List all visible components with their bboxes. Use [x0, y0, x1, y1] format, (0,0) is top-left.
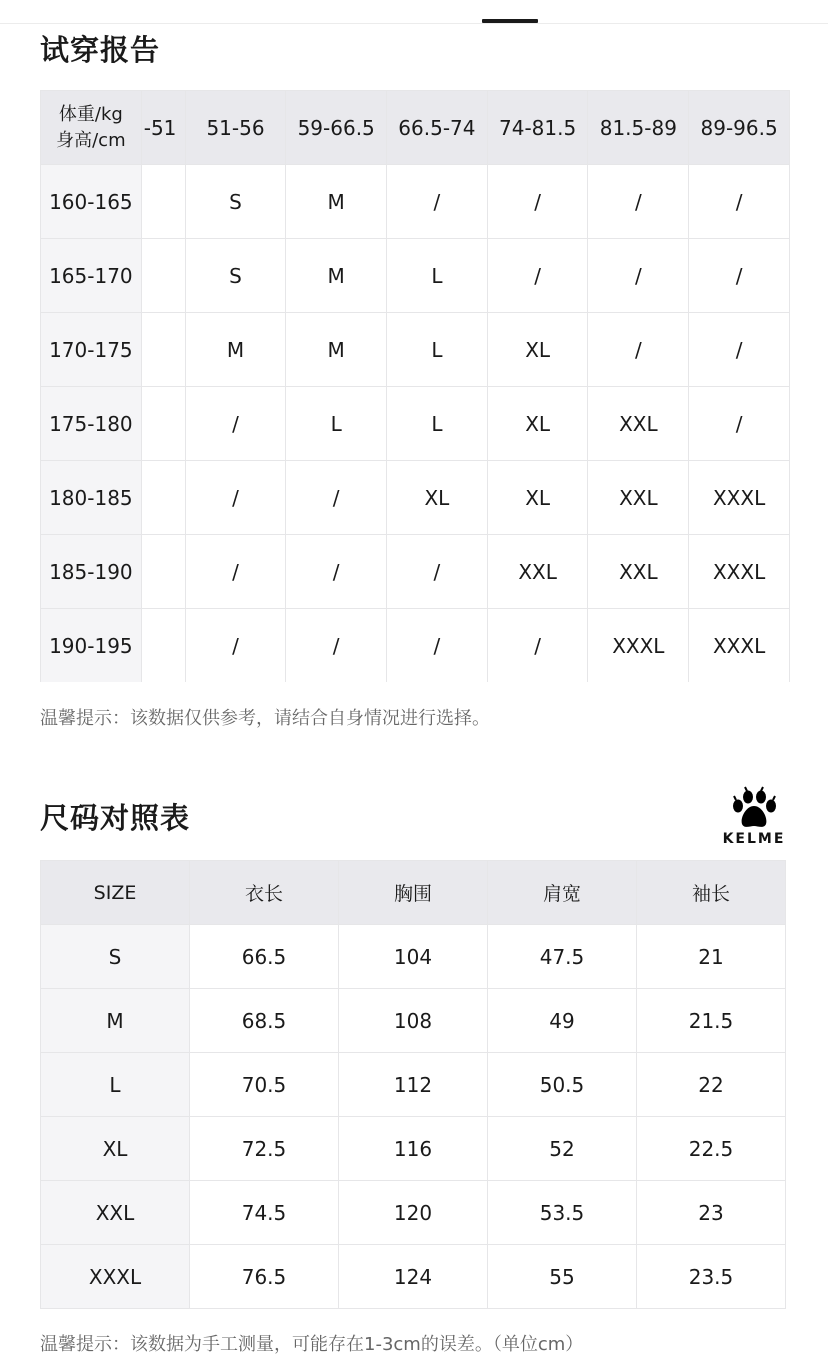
measurement-cell: 116: [339, 1117, 488, 1181]
fit-size-cell: /: [588, 313, 689, 387]
size-label-cell: L: [41, 1053, 190, 1117]
fit-size-cell: /: [487, 239, 588, 313]
weight-column-header: 51-56: [185, 91, 286, 165]
height-range-cell: 185-190: [41, 535, 142, 609]
fit-size-cell: XXXL: [588, 609, 689, 683]
size-chart-row: [41, 1117, 786, 1181]
size-label-cell: S: [41, 925, 190, 989]
fit-report-title: 试穿报告: [40, 33, 161, 67]
fit-cell-partial: [141, 165, 185, 239]
fit-size-cell: XL: [487, 461, 588, 535]
fit-cell-partial: [141, 239, 185, 313]
measurement-cell: 74.5: [190, 1181, 339, 1245]
height-unit-label: 身高/cm: [56, 129, 126, 151]
size-chart-row: [41, 925, 786, 989]
size-chart-row: [41, 1181, 786, 1245]
fit-size-cell: XL: [387, 461, 488, 535]
fit-cell-partial: [141, 461, 185, 535]
fit-size-cell: XXXL: [689, 461, 790, 535]
fit-cell-partial: [141, 387, 185, 461]
fit-cell-partial: [141, 535, 185, 609]
size-chart-row: [41, 1053, 786, 1117]
size-chart-title: 尺码对照表: [40, 801, 191, 835]
measurement-cell: 112: [339, 1053, 488, 1117]
fit-size-cell: XXL: [588, 535, 689, 609]
weight-column-header: 81.5-89: [588, 91, 689, 165]
fit-size-cell: /: [387, 535, 488, 609]
fit-size-cell: XXXL: [689, 535, 790, 609]
fit-size-cell: /: [185, 535, 286, 609]
height-range-cell: 190-195: [41, 609, 142, 683]
corner-cell: [41, 91, 142, 165]
fit-report-row: [41, 387, 790, 461]
fit-size-cell: S: [185, 239, 286, 313]
fit-size-cell: /: [286, 535, 387, 609]
weight-column-header: 59-66.5: [286, 91, 387, 165]
fit-size-cell: XL: [487, 387, 588, 461]
shoulder-column-header: 肩宽: [488, 861, 637, 925]
fit-report-tip: 温馨提示：该数据仅供参考，请结合自身情况进行选择。: [40, 708, 490, 729]
measurement-cell: 66.5: [190, 925, 339, 989]
height-range-cell: 180-185: [41, 461, 142, 535]
fit-size-cell: /: [185, 387, 286, 461]
measurement-cell: 104: [339, 925, 488, 989]
measurement-cell: 47.5: [488, 925, 637, 989]
top-tab-bar: [0, 0, 828, 24]
measurement-cell: 21: [637, 925, 786, 989]
measurement-cell: 52: [488, 1117, 637, 1181]
measurement-cell: 68.5: [190, 989, 339, 1053]
weight-column-header-partial: -51: [141, 91, 185, 165]
measurement-cell: 53.5: [488, 1181, 637, 1245]
fit-size-cell: L: [286, 387, 387, 461]
active-tab-indicator: [482, 19, 538, 23]
size-label-cell: XXXL: [41, 1245, 190, 1309]
size-column-header: SIZE: [41, 861, 190, 925]
fit-size-cell: M: [286, 165, 387, 239]
size-label-cell: M: [41, 989, 190, 1053]
fit-size-cell: /: [588, 239, 689, 313]
fit-size-cell: /: [689, 313, 790, 387]
fit-size-cell: /: [689, 239, 790, 313]
height-range-cell: 175-180: [41, 387, 142, 461]
fit-cell-partial: [141, 609, 185, 683]
size-chart-header-row: [41, 861, 786, 925]
fit-size-cell: /: [487, 165, 588, 239]
height-range-cell: 170-175: [41, 313, 142, 387]
measurement-cell: 22: [637, 1053, 786, 1117]
fit-size-cell: XXL: [487, 535, 588, 609]
weight-column-header: 89-96.5: [689, 91, 790, 165]
fit-report-row: [41, 609, 790, 683]
fit-report-row: [41, 313, 790, 387]
size-chart-row: [41, 989, 786, 1053]
fit-report-table: [40, 90, 790, 682]
fit-size-cell: XXL: [588, 461, 689, 535]
fit-size-cell: L: [387, 239, 488, 313]
fit-size-cell: /: [387, 165, 488, 239]
sleeve-column-header: 袖长: [637, 861, 786, 925]
fit-size-cell: /: [286, 461, 387, 535]
measurement-cell: 23.5: [637, 1245, 786, 1309]
fit-size-cell: /: [387, 609, 488, 683]
measurement-cell: 70.5: [190, 1053, 339, 1117]
fit-size-cell: M: [286, 313, 387, 387]
measurement-cell: 55: [488, 1245, 637, 1309]
fit-size-cell: M: [286, 239, 387, 313]
fit-cell-partial: [141, 313, 185, 387]
size-label-cell: XL: [41, 1117, 190, 1181]
fit-size-cell: /: [185, 461, 286, 535]
fit-size-cell: L: [387, 313, 488, 387]
weight-column-header: 66.5-74: [387, 91, 488, 165]
fit-size-cell: /: [689, 165, 790, 239]
kelme-logo: [718, 784, 790, 850]
fit-report-header-row: [41, 91, 790, 165]
fit-size-cell: /: [487, 609, 588, 683]
fit-size-cell: S: [185, 165, 286, 239]
fit-size-cell: /: [185, 609, 286, 683]
measurement-cell: 50.5: [488, 1053, 637, 1117]
fit-report-row: [41, 535, 790, 609]
fit-size-cell: XXXL: [689, 609, 790, 683]
length-column-header: 衣长: [190, 861, 339, 925]
fit-report-row: [41, 239, 790, 313]
height-range-cell: 165-170: [41, 239, 142, 313]
fit-size-cell: /: [588, 165, 689, 239]
measurement-cell: 120: [339, 1181, 488, 1245]
fit-report-row: [41, 461, 790, 535]
fit-report-table-scroller[interactable]: [40, 90, 790, 682]
measurement-cell: 72.5: [190, 1117, 339, 1181]
measurement-cell: 49: [488, 989, 637, 1053]
height-range-cell: 160-165: [41, 165, 142, 239]
size-chart-table: [40, 860, 786, 1309]
fit-size-cell: /: [689, 387, 790, 461]
measurement-cell: 108: [339, 989, 488, 1053]
chest-column-header: 胸围: [339, 861, 488, 925]
fit-size-cell: /: [286, 609, 387, 683]
measurement-cell: 22.5: [637, 1117, 786, 1181]
measurement-cell: 21.5: [637, 989, 786, 1053]
measurement-cell: 76.5: [190, 1245, 339, 1309]
fit-size-cell: XL: [487, 313, 588, 387]
paw-print-icon: [718, 784, 790, 832]
weight-column-header: 74-81.5: [487, 91, 588, 165]
size-chart-tip: 温馨提示：该数据为手工测量，可能存在1-3cm的误差。（单位cm）: [40, 1334, 584, 1355]
fit-size-cell: L: [387, 387, 488, 461]
weight-unit-label: 体重/kg: [58, 103, 123, 125]
kelme-logo-text: KELME: [722, 831, 786, 847]
measurement-cell: 124: [339, 1245, 488, 1309]
size-chart-row: [41, 1245, 786, 1309]
fit-size-cell: M: [185, 313, 286, 387]
measurement-cell: 23: [637, 1181, 786, 1245]
fit-size-cell: XXL: [588, 387, 689, 461]
size-label-cell: XXL: [41, 1181, 190, 1245]
fit-report-row: [41, 165, 790, 239]
